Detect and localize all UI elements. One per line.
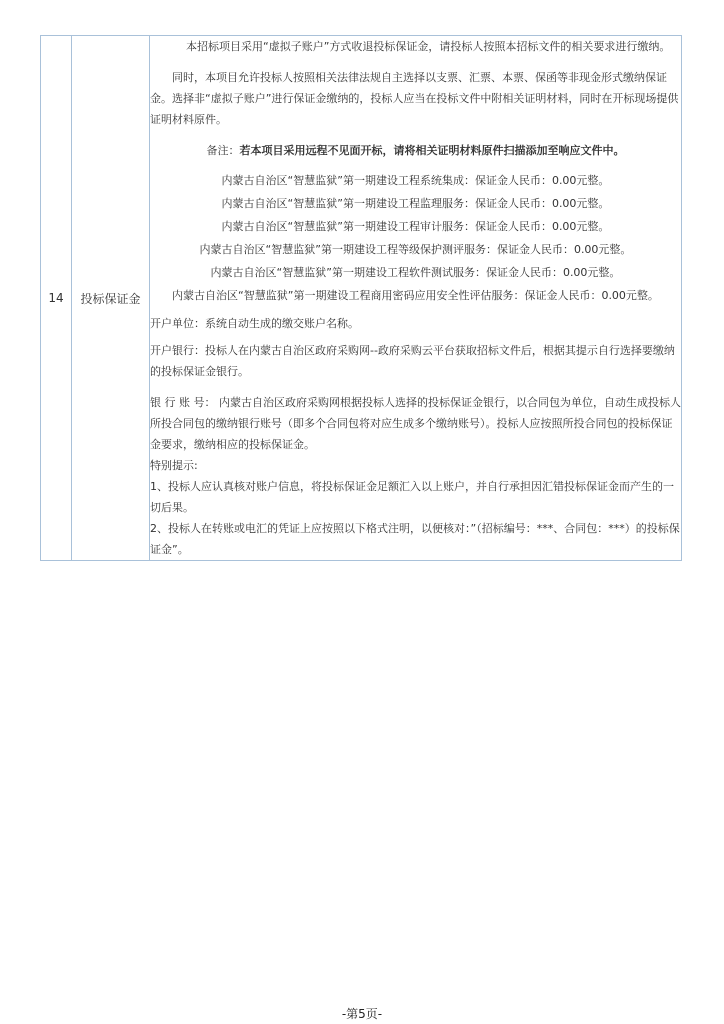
row-content — [150, 36, 682, 561]
note-remote-opening — [150, 140, 681, 161]
requirements-table — [40, 35, 682, 561]
page-number: -第5页- — [341, 1007, 383, 1021]
note-prefix: 备注： — [206, 144, 240, 157]
list-item: 内蒙古自治区“智慧监狱”第一期建设工程监理服务：保证金人民币：0.00元整。 — [221, 197, 610, 210]
list-item: 内蒙古自治区“智慧监狱”第一期建设工程软件测试服务：保证金人民币：0.00元整。 — [210, 266, 621, 279]
account-bank: 开户银行：投标人在内蒙古自治区政府采购网--政府采购云平台获取招标文件后，根据其提示自行选择要缴纳的投标保证金银行。 — [150, 344, 675, 378]
tips-title: 特别提示: — [150, 459, 198, 472]
note-text: 若本项目采用远程不见面开标，请将相关证明材料原件扫描添加至响应文件中。 — [239, 144, 625, 157]
account-number: 银 行 账 号： 内蒙古自治区政府采购网根据投标人选择的投标保证金银行，以合同包为单位，自动生成投标人所投合同包的缴纳银行账号（即多个合同包将对应生成多个缴纳账号）。投标人应按照所投合同包的投标保证金要求，缴纳相应的投标保证金。 — [150, 396, 681, 451]
content-body — [150, 36, 681, 560]
tip-2: 2、投标人在转账或电汇的凭证上应按照以下格式注明，以便核对：”（招标编号：***、合同包：***）的投标保证金”。 — [150, 522, 680, 556]
deposit-list — [150, 169, 681, 307]
paragraph-virtual-account: 本招标项目采用“虚拟子账户”方式收退投标保证金，请投标人按照本招标文件的相关要求进行缴纳。 — [186, 40, 671, 53]
list-item: 内蒙古自治区“智慧监狱”第一期建设工程系统集成：保证金人民币：0.00元整。 — [221, 174, 610, 187]
list-item: 内蒙古自治区“智慧监狱”第一期建设工程等级保护测评服务：保证金人民币：0.00元整。 — [199, 243, 632, 256]
row-number: 14 — [41, 36, 72, 561]
tip-1: 1、投标人应认真核对账户信息，将投标保证金足额汇入以上账户，并自行承担因汇错投标保证金而产生的一切后果。 — [150, 480, 674, 514]
paragraph-non-cash: 同时，本项目允许投标人按照相关法律法规自主选择以支票、汇票、本票、保函等非现金形式缴纳保证金。选择非“虚拟子账户”进行保证金缴纳的，投标人应当在投标文件中附相关证明材料，同时在开标现场提供证明材料原件。 — [150, 71, 679, 126]
row-name: 投标保证金 — [72, 36, 150, 561]
account-unit: 开户单位：系统自动生成的缴交账户名称。 — [150, 317, 359, 330]
table-row — [41, 36, 682, 561]
list-item: 内蒙古自治区“智慧监狱”第一期建设工程商用密码应用安全性评估服务：保证金人民币：0.00元整。 — [172, 289, 659, 302]
list-item: 内蒙古自治区“智慧监狱”第一期建设工程审计服务：保证金人民币：0.00元整。 — [221, 220, 610, 233]
